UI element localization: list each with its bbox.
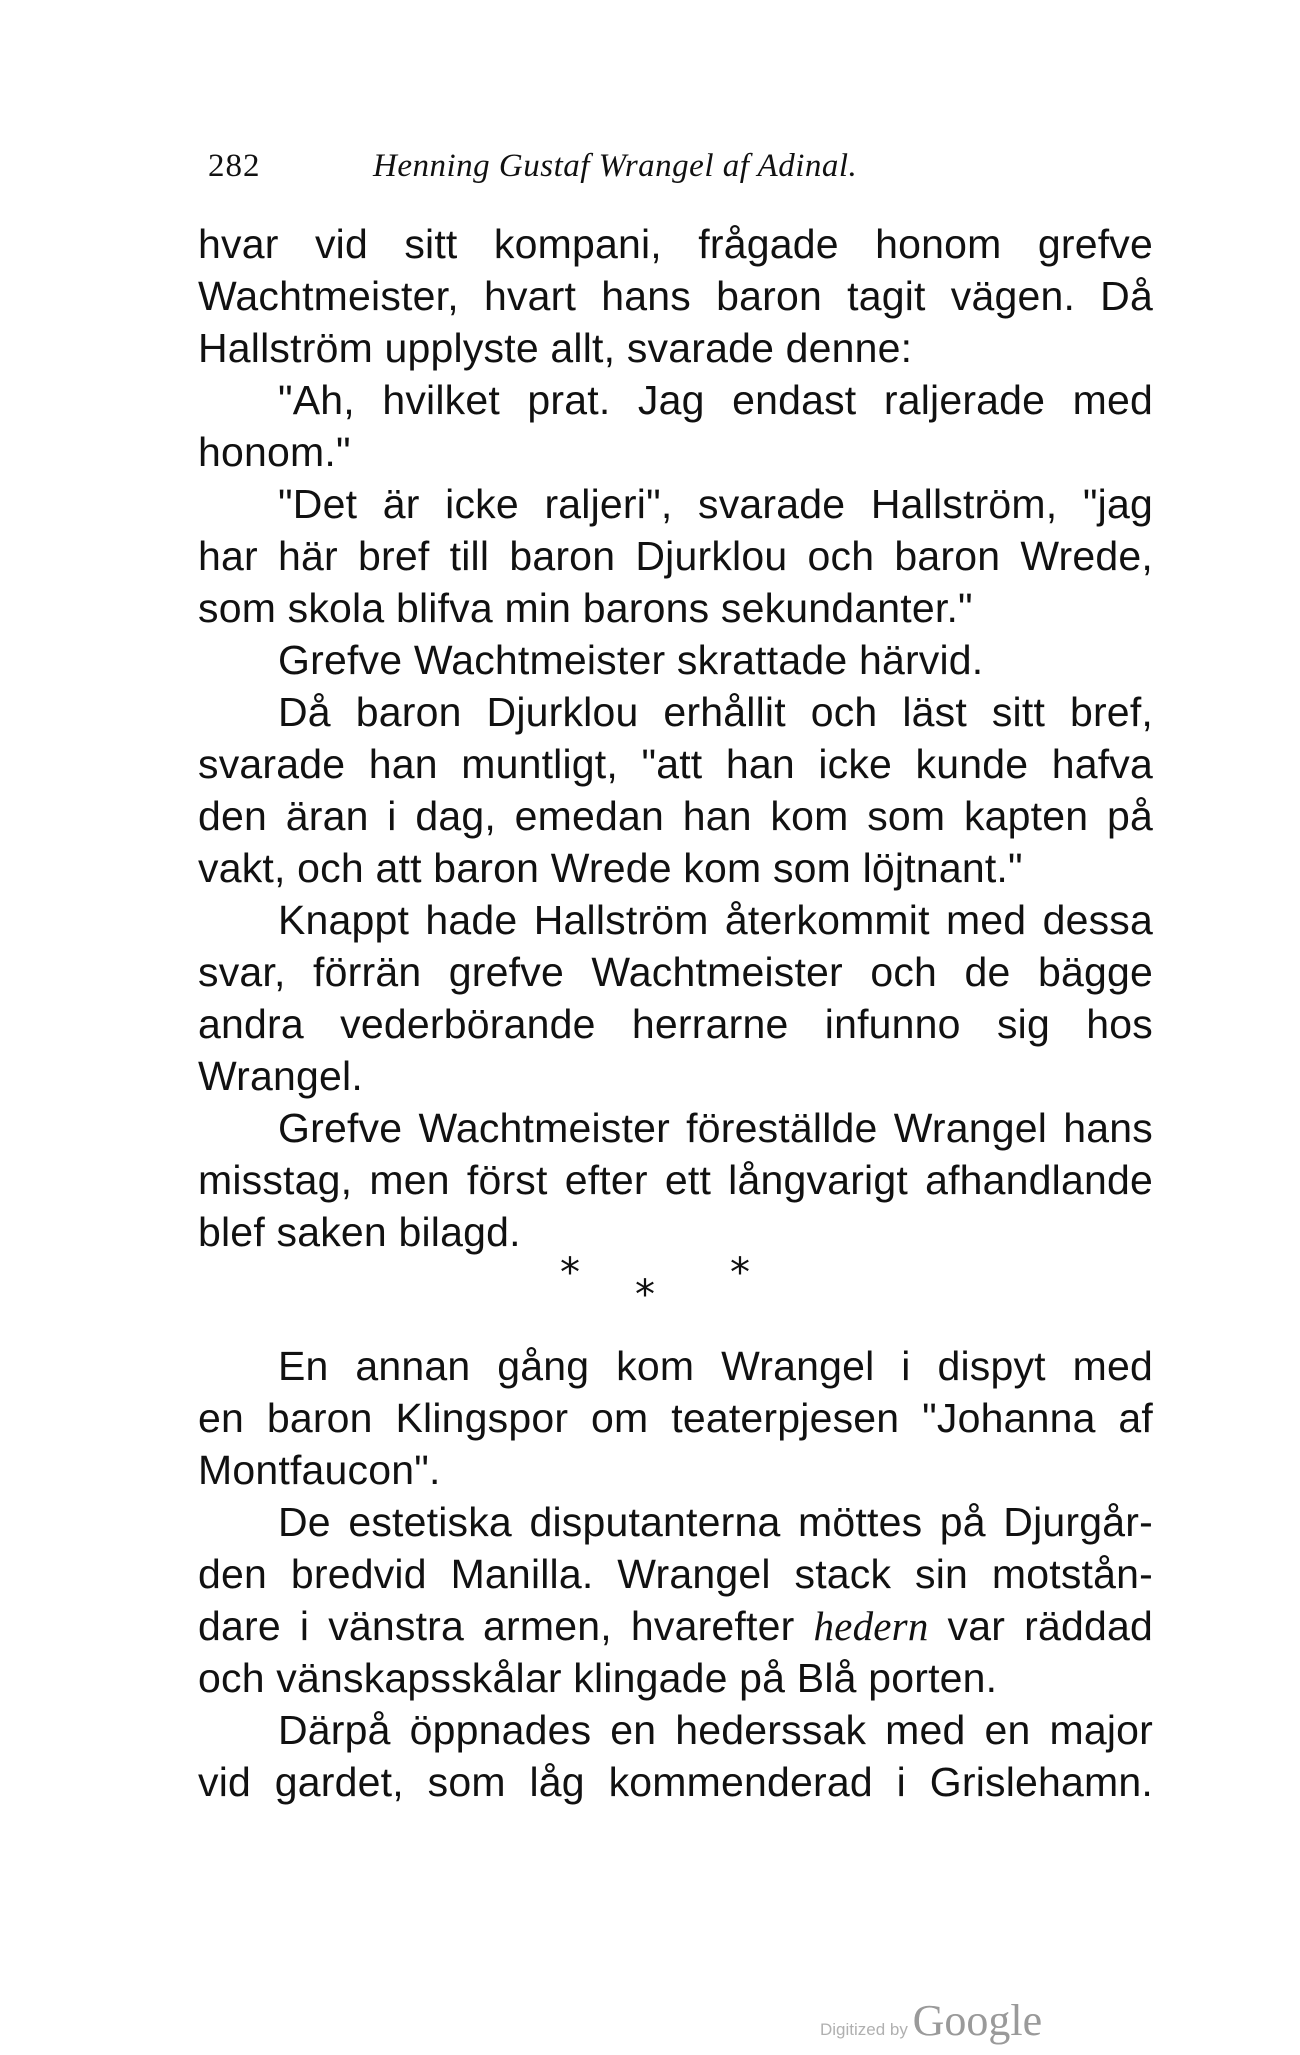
text-line: blef saken bilagd. <box>198 1209 521 1255</box>
text-line: har här bref till baron Djurklou och baron Wrede, <box>198 533 1153 579</box>
text-section-2 <box>198 1340 1153 1808</box>
text-line: misstag, men först efter ett långvarigt afhandlande <box>198 1157 1153 1203</box>
asterisk: * <box>635 1272 655 1318</box>
text-line: vakt, och att baron Wrede kom som löjtnant." <box>198 845 1023 891</box>
text-line: hvar vid sitt kompani, frågade honom grefve <box>198 221 1153 267</box>
digitization-watermark <box>820 1995 1042 2046</box>
text-line: De estetiska disputanterna möttes på Djurgår- <box>278 1499 1153 1545</box>
text-line: "Ah, hvilket prat. Jag endast raljerade med <box>278 377 1153 423</box>
text-line: "Det är icke raljeri", svarade Hallström, "jag <box>278 481 1153 527</box>
text-line: som skola blifva min barons sekundanter." <box>198 585 973 631</box>
asterisk: * <box>560 1250 580 1296</box>
text-line: Grefve Wachtmeister skrattade härvid. <box>278 637 984 683</box>
text-line: en baron Klingspor om teaterpjesen "Johanna af <box>198 1395 1153 1441</box>
text-line: den äran i dag, emedan han kom som kapten på <box>198 793 1153 839</box>
text-line: och vänskapsskålar klingade på Blå porten. <box>198 1655 998 1701</box>
digitized-by-label: Digitized by <box>820 2020 908 2039</box>
text-line: Montfaucon". <box>198 1447 441 1493</box>
text-line: Därpå öppnades en hederssak med en major <box>278 1707 1153 1753</box>
text-line: den bredvid Manilla. Wrangel stack sin motstån- <box>198 1551 1153 1597</box>
page-header <box>208 148 1168 198</box>
running-title: Henning Gustaf Wrangel af Adinal. <box>373 148 858 184</box>
text-line: vid gardet, som låg kommenderad i Grislehamn. <box>198 1759 1153 1805</box>
page-number: 282 <box>208 148 261 184</box>
text-line: honom." <box>198 429 351 475</box>
text-span: var räddad <box>928 1603 1153 1649</box>
section-break-asterism <box>540 1250 800 1320</box>
google-logo: Google <box>912 1996 1043 2045</box>
asterisk: * <box>730 1250 750 1296</box>
text-line: Då baron Djurklou erhållit och läst sitt bref, <box>278 689 1153 735</box>
text-line-with-italic <box>198 1600 1153 1652</box>
text-line: En annan gång kom Wrangel i dispyt med <box>278 1343 1153 1389</box>
text-line: Grefve Wachtmeister föreställde Wrangel hans <box>278 1105 1153 1151</box>
text-line: svar, förrän grefve Wachtmeister och de bägge <box>198 949 1153 995</box>
text-span: dare i vänstra armen, hvarefter <box>198 1603 814 1649</box>
text-line: Wrangel. <box>198 1053 363 1099</box>
text-line: Wachtmeister, hvart hans baron tagit vägen. Då <box>198 273 1153 319</box>
text-line: svarade han muntligt, "att han icke kunde hafva <box>198 741 1153 787</box>
text-section-1 <box>198 218 1153 1258</box>
text-line: Knappt hade Hallström återkommit med dessa <box>278 897 1153 943</box>
text-line: andra vederbörande herrarne infunno sig hos <box>198 1001 1153 1047</box>
italic-word: hedern <box>813 1603 929 1649</box>
text-line: Hallström upplyste allt, svarade denne: <box>198 325 913 371</box>
